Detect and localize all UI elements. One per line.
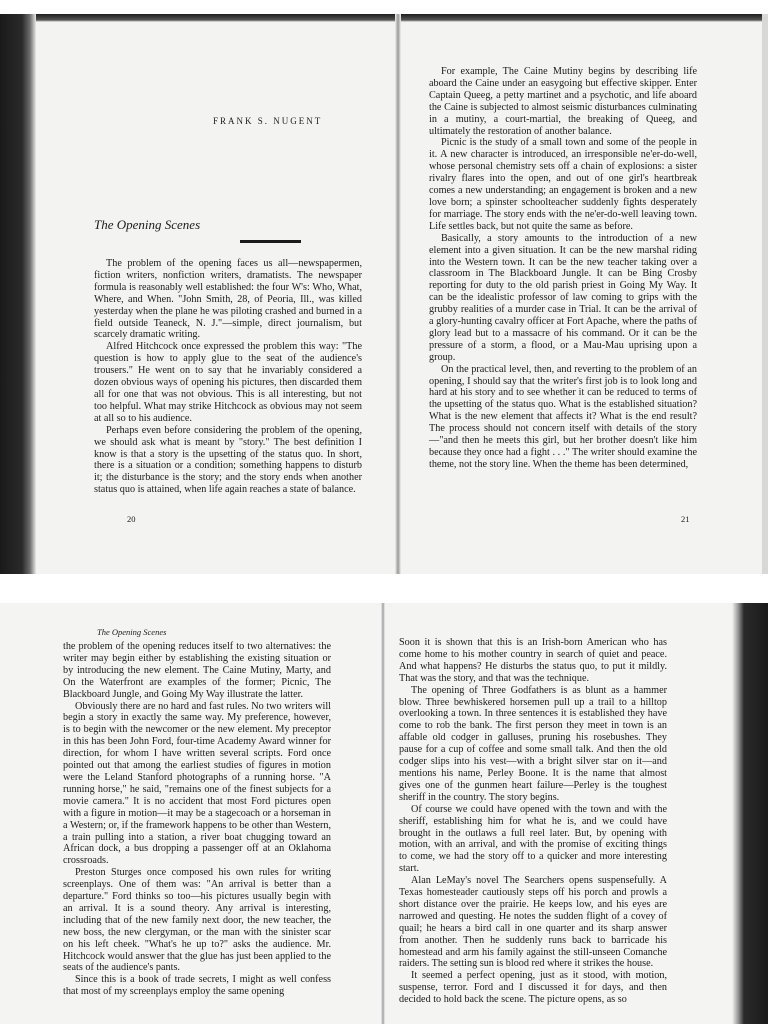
- chapter-title: The Opening Scenes: [94, 217, 201, 232]
- page-23-body: [399, 637, 667, 1006]
- paragraph: Soon it is shown that this is an Irish-born American who has come home to his mother country in search of quiet and peace. And what happens? He disturbs the status quo, to put it mildly. That was the story, and that was the technique.: [399, 637, 667, 684]
- paragraph: On the practical level, then, and reverting to the problem of an opening, I should say that the writer's first job is to look long and hard at his story and to see whether it can be reduced to terms of the upsetting of the status quo. What is the established situation? What is the new element that affects it? What is the end result? The process should not concern itself with details of the story—"and then he meets this girl, but her brother doesn't like him because they once had a fight . . ." The writer should examine the theme, not the story line. When the theme has been determined,: [429, 363, 697, 470]
- page-number: 21: [681, 514, 690, 524]
- paragraph: The opening of Three Godfathers is as blunt as a hammer blow. Three bewhiskered horsemen pull up a trail to a hilltop overlooking a town. In three sentences it is established they have come to rob the bank. The first person they meet in town is an affable old codger in galluses, pruning his rosebushes. They pause for a cup of coffee and some small talk. And then the old codger slips into his vest—with a bright silver star on it—and mentions his name, Perley Boone. It is the name that almost gives one of the gunmen heart failure—Perley is the toughest sheriff in the country. The story begins.: [399, 684, 667, 803]
- page-number: 20: [127, 514, 136, 524]
- paragraph: Picnic is the study of a small town and some of the people in it. A new character is introduced, an irresponsible ne'er-do-well, whose personal chemistry sets off a chain of explosions: a sister rivalry flares into the open, and out of one girl's heartbreak comes a new understanding; an engagement is broken and a new love born; a spinster schoolteacher suddenly fights desperately for marriage. The story ends with the ne'er-do-well leaving town. Life settles back, but not quite the same as before.: [429, 137, 697, 232]
- paragraph: Basically, a story amounts to the introduction of a new element into a given situation. It can be the new marshal riding into the Western town. It can be the new teacher taking over a classroom in The Blackboard Jungle. It can be Bing Crosby reporting for duty to the old parish priest in Going My Way. It can be the idealistic professor of law coming to grips with the grubby realities of a murder case in Trial. It can be the arrival of a glory-hunting cavalry officer at Fort Apache, where the paths of glory lead but to a massacre of his command. Or it can be the pressure of a storm, a flood, or a Mau-Mau uprising upon a group.: [429, 232, 697, 363]
- scan-border-top: [0, 0, 768, 15]
- paragraph: Alan LeMay's novel The Searchers opens suspensefully. A Texas homesteader cautiously steps off his porch and prowls a short distance over the prairie. He keeps low, and his eyes are narrowed and questing. He notes the sudden flight of a covey of quail; he hears a bird call in one quarter and its sharp answer from another. Then he suddenly runs back to barricade his homestead and arm his family against the still-unseen Comanche raiders. The setting sun is blood red where it strikes the house.: [399, 875, 667, 970]
- running-head-title: The Opening Scenes: [97, 627, 167, 637]
- book-gutter: [395, 14, 401, 574]
- paragraph: The problem of the opening faces us all—newspapermen, fiction writers, nonfiction writers, dramatists. The newspaper formula is reasonably well established: the four W's: Who, What, Where, and When. "John Smith, 28, of Peoria, Ill., was killed yesterday when the plane he was piloting crashed and burned in a field outside Teaneck, N. J."—simple, direct journalism, but scarcely dramatic writing.: [94, 258, 362, 341]
- paragraph: the problem of the opening reduces itself to two alternatives: the writer may begin either by establishing the existing situation or by introducing the new element. The Caine Mutiny, Marty, and On the Waterfront are examples of the former; Picnic, The Blackboard Jungle, and Going My Way illustrate the latter.: [63, 641, 331, 700]
- title-rule: [240, 240, 301, 243]
- book-gutter: [381, 603, 385, 1024]
- paragraph: Obviously there are no hard and fast rules. No two writers will begin a story in exactly the same way. My preference, however, is to begin with the newcomer or the new element. My preceptor in this has been John Ford, four-time Academy Award winner for direction, for whom I have written several scripts. Ford once pointed out that among the earliest studies of figures in motion were the Leland Stanford photographs of a running horse. "A running horse," he said, "remains one of the finest subjects for a movie camera." It is no accident that most Ford pictures open with a figure in motion—it may be a stagecoach or a horseman in a Western; or, if the framework happens to be other than Western, a train pulling into a station, a river boat chugging toward an African dock, a bus dropping a passenger off at an Oklahoma crossroads.: [63, 700, 331, 867]
- scan-shadow-right: [732, 603, 768, 1024]
- page-edge-right: [762, 14, 768, 574]
- scan-shadow-left: [0, 14, 36, 574]
- paragraph: Preston Sturges once composed his own rules for writing screenplays. One of them was: "An arrival is better than a departure." Ford thinks so too—his pictures usually begin with an arrival. It is a sound theory. Any arrival is interesting, including that of the new family next door, the new teacher, the new boss, the new clergyman, or the man with the sinister scar on his left cheek. "What's he up to?" asks the audience. Mr. Hitchcock would answer that the glue has just been applied to the seats of the audience's pants.: [63, 867, 331, 974]
- paragraph: For example, The Caine Mutiny begins by describing life aboard the Caine under an easygoing but effective skipper. Enter Captain Queeg, a petty martinet and a psychotic, and life aboard the Caine is subjected to almost seismic disturbances culminating in a mutiny, a court-martial, the breaking of Queeg, and ultimately the restoration of another balance.: [429, 66, 697, 137]
- page-20-body: [94, 258, 362, 496]
- page-21-body: [429, 66, 697, 471]
- paragraph: Alfred Hitchcock once expressed the problem this way: "The question is how to apply glue to the seat of the audience's trousers." He went on to say that he invariably considered a dozen obvious ways of opening his pictures, then discarded them all for one that was not obvious. This is all interesting, but not too helpful. What may strike Hitchcock as obvious may not seem at all so to his audience.: [94, 341, 362, 424]
- running-head-author: FRANK S. NUGENT: [213, 116, 323, 126]
- paragraph: Of course we could have opened with the town and with the sheriff, establishing him for what he is, and we could have brought in the outlaws a full reel later. But, by opening with motion, with an arrival, and with the promise of exciting things to come, we had the story off to a quicker and more interesting start.: [399, 803, 667, 875]
- page-22-body: [63, 641, 331, 998]
- scan-shadow-top: [0, 14, 768, 22]
- paragraph: Since this is a book of trade secrets, I might as well confess that most of my screenplays employ the same opening: [63, 974, 331, 998]
- paragraph: It seemed a perfect opening, just as it stood, with motion, suspense, terror. Ford and I discussed it for days, and then decided to hold back the scene. The picture opens, as so: [399, 970, 667, 1006]
- paragraph: Perhaps even before considering the problem of the opening, we should ask what is meant by "story." The best definition I know is that a story is the upsetting of the status quo. In short, there is a situation or a condition; something happens to disturb it; the disturbance is the story; and the story ends when another status quo is attained, when life again reaches a state of balance.: [94, 424, 362, 496]
